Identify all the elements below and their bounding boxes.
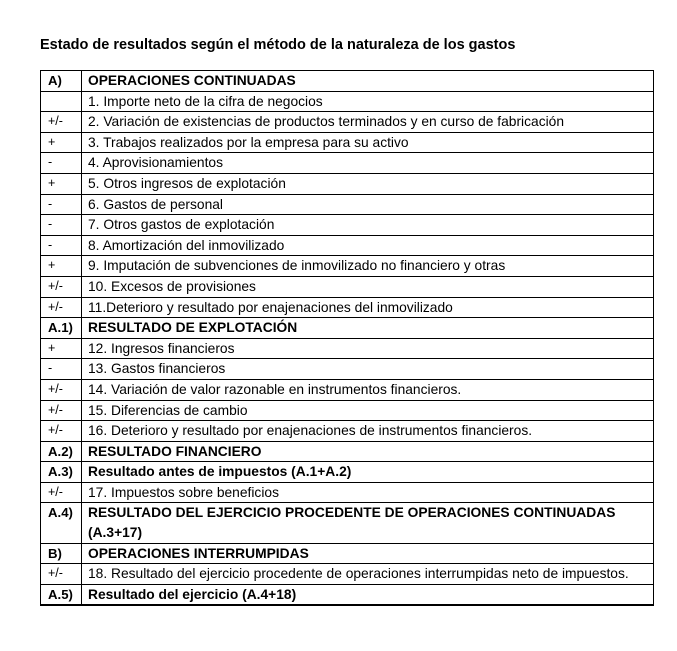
table-row <box>41 359 654 380</box>
row-concept: 7. Otros gastos de explotación <box>82 215 654 236</box>
row-sign-code: A.2) <box>41 441 82 462</box>
row-sign-code: - <box>41 235 82 256</box>
row-concept: 14. Variación de valor razonable en instrumentos financieros. <box>82 379 654 400</box>
row-sign-code: - <box>41 153 82 174</box>
row-concept: 2. Variación de existencias de productos terminados y en curso de fabricación <box>82 112 654 133</box>
table-row <box>41 132 654 153</box>
row-sign-code: A.1) <box>41 318 82 339</box>
row-sign-code: - <box>41 359 82 380</box>
row-sign-code: +/- <box>41 564 82 585</box>
row-concept: 1. Importe neto de la cifra de negocios <box>82 91 654 112</box>
row-sign-code: - <box>41 194 82 215</box>
row-sign-code: +/- <box>41 379 82 400</box>
row-concept: 10. Excesos de provisiones <box>82 276 654 297</box>
row-sign-code: B) <box>41 543 82 564</box>
row-concept: RESULTADO DE EXPLOTACIÓN <box>82 318 654 339</box>
table-row <box>41 153 654 174</box>
table-row <box>41 276 654 297</box>
row-concept: Resultado antes de impuestos (A.1+A.2) <box>82 462 654 483</box>
row-concept: 13. Gastos financieros <box>82 359 654 380</box>
row-sign-code: A.4) <box>41 503 82 543</box>
row-concept: OPERACIONES CONTINUADAS <box>82 71 654 92</box>
income-statement-table <box>40 70 654 606</box>
row-concept: 5. Otros ingresos de explotación <box>82 173 654 194</box>
table-row <box>41 91 654 112</box>
row-sign-code: A.5) <box>41 584 82 605</box>
row-concept: 3. Trabajos realizados por la empresa para su activo <box>82 132 654 153</box>
table-row <box>41 482 654 503</box>
table-row <box>41 564 654 585</box>
row-concept: 4. Aprovisionamientos <box>82 153 654 174</box>
row-concept: OPERACIONES INTERRUMPIDAS <box>82 543 654 564</box>
document-title: Estado de resultados según el método de la naturaleza de los gastos <box>40 37 516 53</box>
table-row-heading <box>41 318 654 339</box>
table-row <box>41 421 654 442</box>
row-sign-code: + <box>41 132 82 153</box>
table-row <box>41 297 654 318</box>
row-concept: RESULTADO DEL EJERCICIO PROCEDENTE DE OPERACIONES CONTINUADAS (A.3+17) <box>82 503 654 543</box>
row-sign-code: +/- <box>41 297 82 318</box>
table-row <box>41 235 654 256</box>
row-sign-code: +/- <box>41 421 82 442</box>
table-row <box>41 256 654 277</box>
row-sign-code: +/- <box>41 482 82 503</box>
row-sign-code: + <box>41 256 82 277</box>
row-sign-code: A) <box>41 71 82 92</box>
table-row <box>41 400 654 421</box>
row-concept: 11.Deterioro y resultado por enajenaciones del inmovilizado <box>82 297 654 318</box>
row-sign-code: +/- <box>41 112 82 133</box>
row-concept: RESULTADO FINANCIERO <box>82 441 654 462</box>
row-concept: 18. Resultado del ejercicio procedente de operaciones interrumpidas neto de impuestos. <box>82 564 654 585</box>
row-sign-code: - <box>41 215 82 236</box>
table-row-heading <box>41 584 654 605</box>
row-concept: 15. Diferencias de cambio <box>82 400 654 421</box>
row-concept: 12. Ingresos financieros <box>82 338 654 359</box>
row-concept: 8. Amortización del inmovilizado <box>82 235 654 256</box>
table-row <box>41 379 654 400</box>
table-row-heading <box>41 503 654 543</box>
table-row-heading <box>41 462 654 483</box>
table-row <box>41 215 654 236</box>
row-concept: 17. Impuestos sobre beneficios <box>82 482 654 503</box>
table-row <box>41 338 654 359</box>
table-row <box>41 173 654 194</box>
row-concept: 16. Deterioro y resultado por enajenaciones de instrumentos financieros. <box>82 421 654 442</box>
row-sign-code: +/- <box>41 276 82 297</box>
table-row-heading <box>41 543 654 564</box>
row-concept: 6. Gastos de personal <box>82 194 654 215</box>
row-concept: Resultado del ejercicio (A.4+18) <box>82 584 654 605</box>
row-sign-code: A.3) <box>41 462 82 483</box>
income-statement-body <box>41 71 654 606</box>
row-sign-code: + <box>41 338 82 359</box>
row-concept: 9. Imputación de subvenciones de inmovilizado no financiero y otras <box>82 256 654 277</box>
table-row-heading <box>41 71 654 92</box>
table-row <box>41 112 654 133</box>
table-row-heading <box>41 441 654 462</box>
row-sign-code: + <box>41 173 82 194</box>
row-sign-code <box>41 91 82 112</box>
row-sign-code: +/- <box>41 400 82 421</box>
table-row <box>41 194 654 215</box>
